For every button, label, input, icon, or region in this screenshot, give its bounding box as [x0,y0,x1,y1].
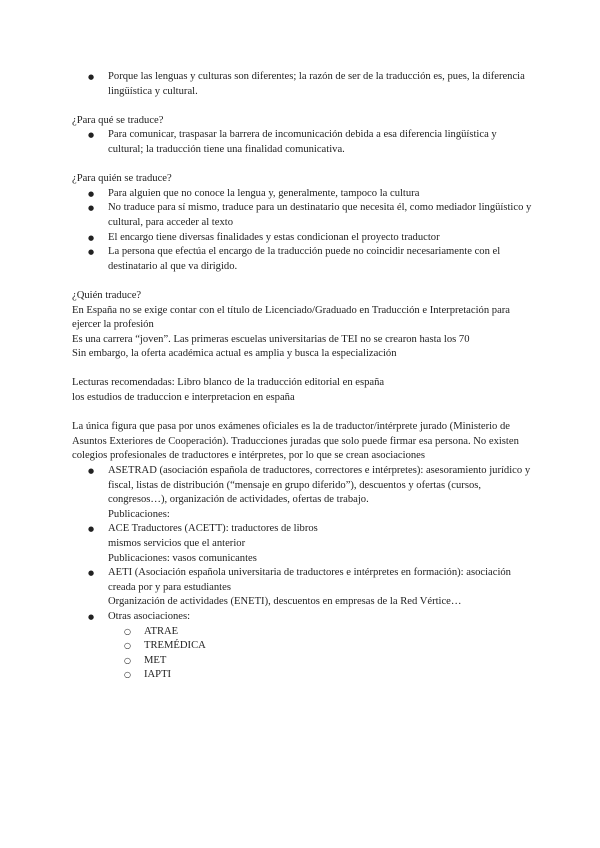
para-quien-list [72,187,532,275]
intro-list [72,70,532,99]
quien-line-titulo: En España no se exige contar con el título de Licenciado/Graduado en Traducción e Interpretación para ejercer la profesión [72,304,511,331]
otras-label: Otras asociaciones: [108,610,191,622]
list-item: ○ IAPTI [72,668,532,683]
heading-para-quien: ¿Para quién se traduce? [72,173,172,185]
lecturas-line: Lecturas recomendadas: Libro blanco de la traducción editorial en españa [72,377,385,389]
list-item: ● No traduce para sí mismo, traduce para un destinatario que necesita él, como mediador lingüístico y cultural, para acceder al texto [72,201,532,230]
lecturas-line-2: los estudios de traduccion e interpretacion en españa [72,392,295,404]
quien-line-carrera: Es una carrera “joven”. Las primeras escuelas universitarias de TEI no se crearon hasta los 70 [72,333,470,345]
heading-para-que: ¿Para qué se traduce? [72,114,164,126]
asociaciones-intro: La única figura que pasa por unos exámenes oficiales es la de traductor/intérprete jurado (Ministerio de Asuntos Exteriores de Cooperación). Traducciones juradas que solo puede firmar esa persona. No existen colegios profesionales de traductores e intérpretes, por lo que se crean asociaciones [72,421,519,462]
list-item: ● Para alguien que no conoce la lengua y, generalmente, tampoco la cultura [72,187,532,202]
aeti-text: AETI (Asociación española universitaria de traductores e intérpretes en formación): asociación creada por y para estudiantes [108,567,511,593]
acett-text: ACE Traductores (ACETT): traductores de libros [108,523,318,535]
acett-publicaciones: Publicaciones: vasos comunicantes [108,552,257,564]
asetrad-publicaciones: Publicaciones: [108,508,170,520]
list-item-asetrad [72,464,532,522]
list-item: ○ MET [72,654,532,669]
otras-list [108,625,532,683]
list-item: ○ TREMÉDICA [72,639,532,654]
list-item: ● El encargo tiene diversas finalidades y estas condicionan el proyecto traductor [72,231,532,246]
list-item: ● La persona que efectúa el encargo de la traducción puede no coincidir necesariamente con el destinatario al que va dirigido. [72,245,532,274]
list-item-otras [72,610,532,683]
list-item: ● Porque las lenguas y culturas son diferentes; la razón de ser de la traducción es, pues, la diferencia lingüística y cultural. [72,70,532,99]
aeti-actividades: Organización de actividades (ENETI), descuentos en empresas de la Red Vértice… [108,596,462,608]
asociaciones-list [72,464,532,683]
quien-line-oferta: Sin embargo, la oferta académica actual es amplia y busca la especialización [72,348,397,360]
list-item-aeti [72,566,532,610]
para-que-list [72,128,532,157]
acett-servicios: mismos servicios que el anterior [108,538,246,549]
list-item: ○ ATRAE [72,625,532,640]
list-item: ● Para comunicar, traspasar la barrera de incomunicación debida a esa diferencia lingüística y cultural; la traducción tiene una finalidad comunicativa. [72,128,532,157]
list-item-acett [72,522,532,566]
document-page [72,70,532,683]
asetrad-text: ASETRAD (asociación española de traductores, correctores e intérpretes): asesoramiento jurídico y fiscal, listas de distribución (“mensaje en grupo diferido”), descuentos y ofertas (cursos, congresos…), organización de actividades, ofertas de trabajo. [108,465,531,506]
heading-quien: ¿Quién traduce? [72,289,142,301]
